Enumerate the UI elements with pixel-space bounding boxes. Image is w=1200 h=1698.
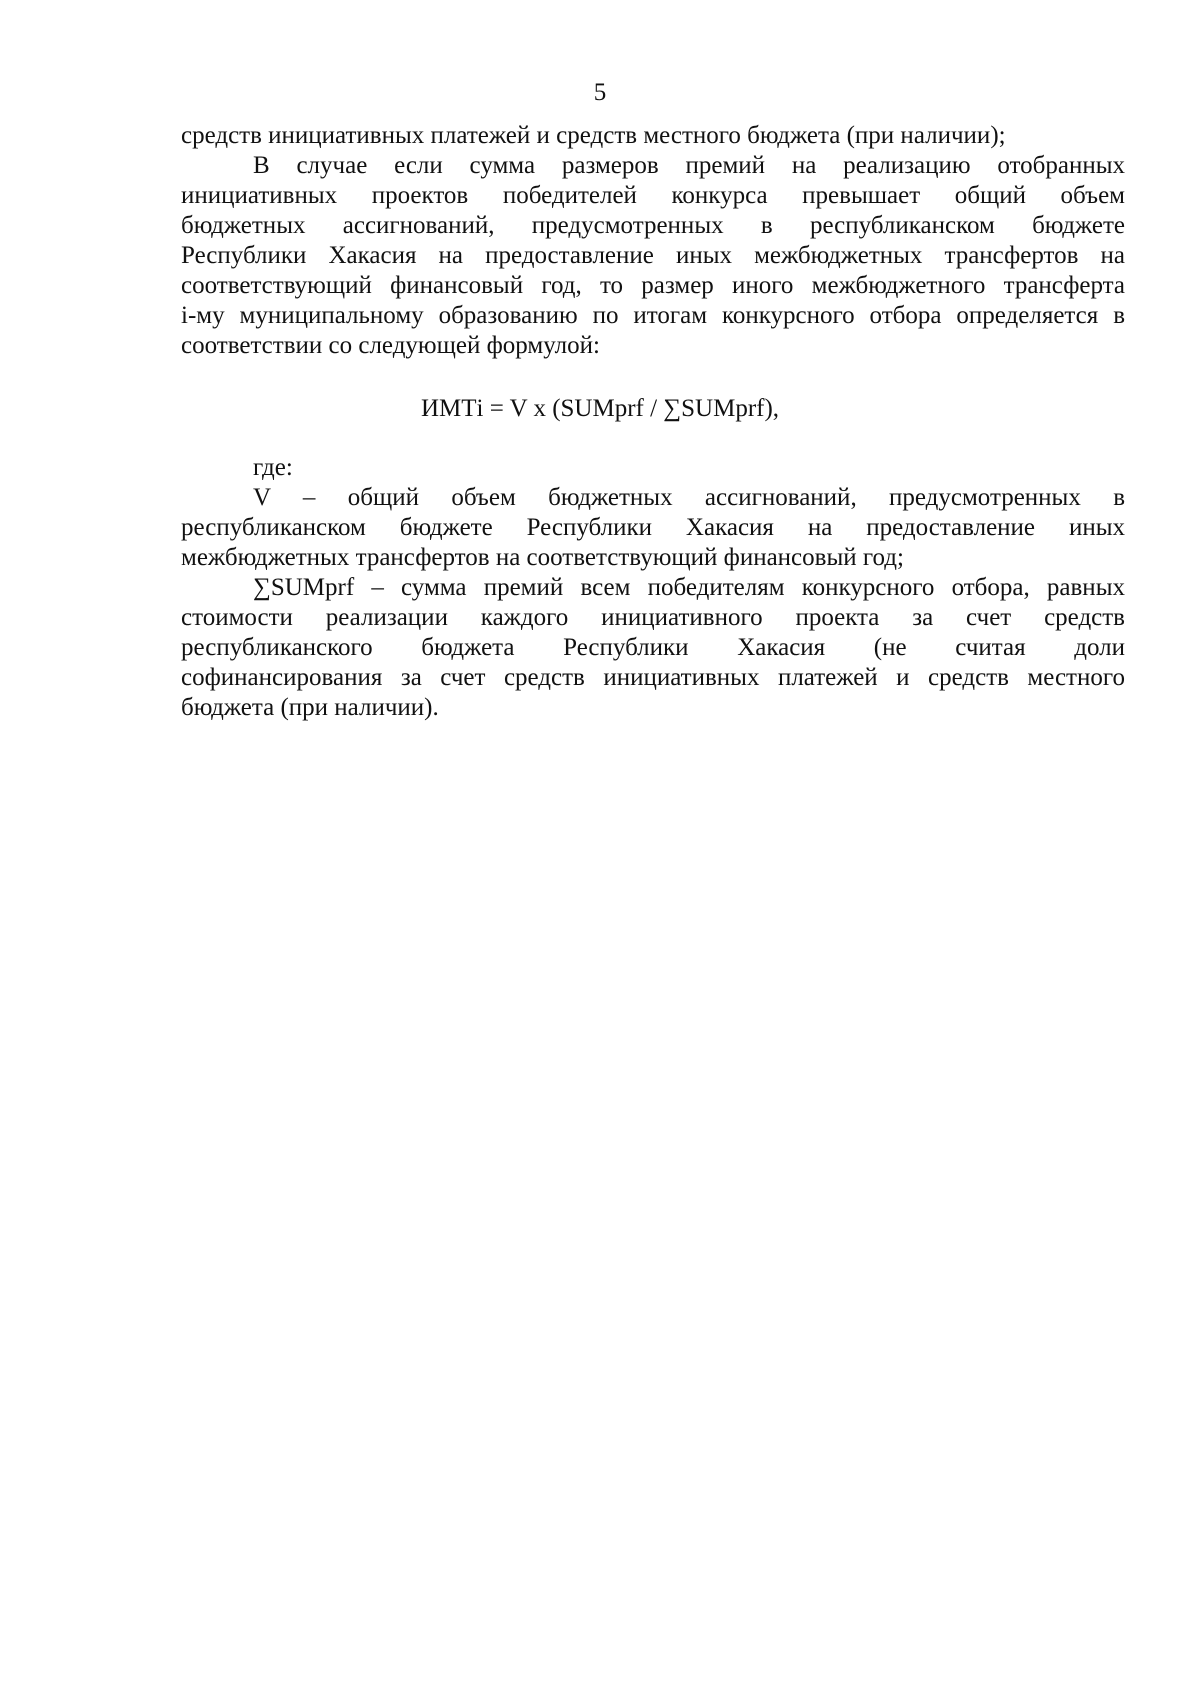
text-line: межбюджетных трансфертов на соответствующий финансовый год; [181,544,904,571]
text-line: республиканского бюджета Республики Хакасия (не считая доли [181,634,1125,661]
text-line: средств инициативных платежей и средств местного бюджета (при наличии); [181,122,1006,149]
text-line: V – общий объем бюджетных ассигнований, предусмотренных в [253,484,1125,511]
text-line: стоимости реализации каждого инициативного проекта за счет средств [181,604,1125,631]
formula: ИМТi = V x (SUMprf / ∑SUMprf), [420,395,780,422]
main-text-paragraph [181,121,1125,361]
text-line: софинансирования за счет средств инициативных платежей и средств местного [181,664,1125,691]
text-line: соответствии со следующей формулой: [181,332,600,359]
text-line: бюджета (при наличии). [181,694,439,721]
text-line: соответствующий финансовый год, то размер иного межбюджетного трансферта [181,272,1125,299]
text-line: где: [253,454,293,481]
text-line: инициативных проектов победителей конкурса превышает общий объем [181,182,1125,209]
definitions-paragraph [181,453,1125,723]
page-number: 5 [593,79,607,106]
text-line: республиканском бюджете Республики Хакасия на предоставление иных [181,514,1125,541]
text-line: В случае если сумма размеров премий на реализацию отобранных [253,152,1125,179]
text-line: i-му муниципальному образованию по итогам конкурсного отбора определяется в [181,302,1125,329]
text-line: Республики Хакасия на предоставление иных межбюджетных трансфертов на [181,242,1125,269]
text-line: ∑SUMprf – сумма премий всем победителям конкурсного отбора, равных [253,574,1125,601]
text-line: бюджетных ассигнований, предусмотренных в республиканском бюджете [181,212,1125,239]
